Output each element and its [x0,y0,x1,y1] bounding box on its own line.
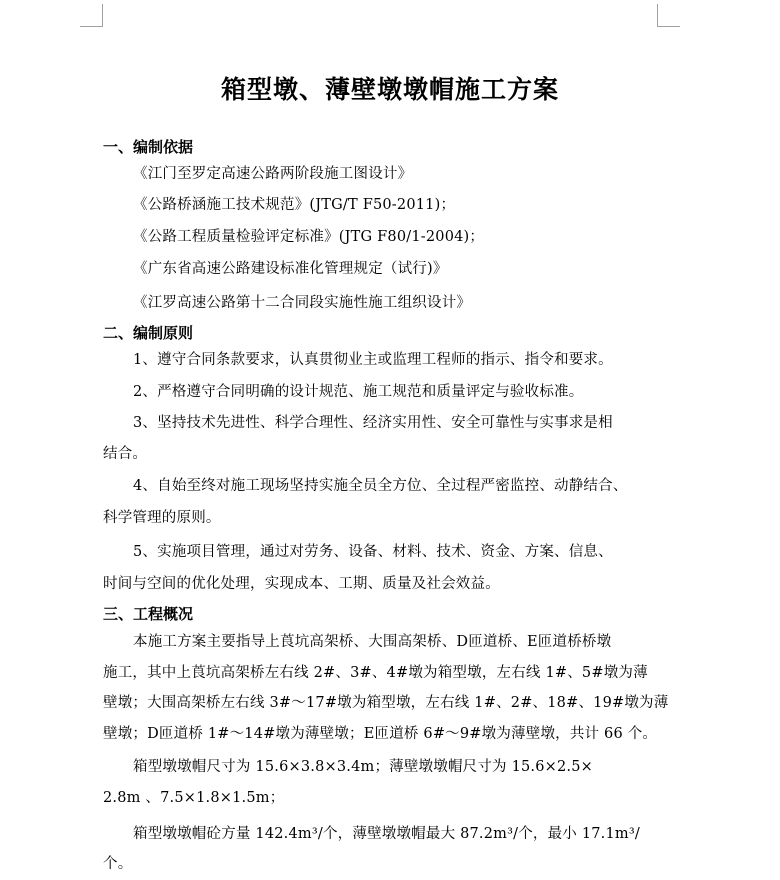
principle-line: 4、自始至终对施工现场坚持实施全员全方位、全过程严密监控、动静结合、 [133,478,628,494]
principle-line: 3、坚持技术先进性、科学合理性、经济实用性、安全可靠性与实事求是相 [133,415,613,431]
overview-line: 2.8m 、7.5×1.8×1.5m； [103,790,285,806]
basis-line: 《公路工程质量检验评定标准》(JTG F80/1-2004)； [133,229,485,245]
basis-line: 《广东省高速公路建设标准化管理规定（试行)》 [133,261,448,277]
overview-line: 个。 [103,856,133,872]
principle-line: 1、遵守合同条款要求，认真贯彻业主或监理工程师的指示、指令和要求。 [133,352,613,368]
principle-line: 结合。 [103,446,148,462]
overview-line: 本施工方案主要指导上莨坑高架桥、大围高架桥、D匝道桥、E匝道桥桥墩 [133,634,612,650]
section-heading-overview: 三、工程概况 [103,605,194,623]
overview-line: 箱型墩墩帽尺寸为 15.6×3.8×3.4m；薄壁墩墩帽尺寸为 15.6×2.5× [133,759,594,775]
basis-line: 《公路桥涵施工技术规范》(JTG/T F50-2011)； [133,197,456,213]
principle-line: 时间与空间的优化处理，实现成本、工期、质量及社会效益。 [103,576,500,592]
section-heading-principles: 二、编制原则 [103,324,194,342]
document-title: 箱型墩、薄壁墩墩帽施工方案 [220,75,559,104]
overview-line: 壁墩；D匝道桥 1#～14#墩为薄壁墩；E匝道桥 6#～9#墩为薄壁墩，共计 66 个。 [103,726,658,742]
page-corner-mark-right [657,4,680,27]
overview-line: 壁墩；大围高架桥左右线 3#～17#墩为箱型墩，左右线 1#、2#、18#、19#墩为薄 [103,695,669,711]
section-heading-basis: 一、编制依据 [103,138,194,156]
principle-line: 2、严格遵守合同明确的设计规范、施工规范和质量评定与验收标准。 [133,384,584,400]
principle-line: 5、实施项目管理，通过对劳务、设备、材料、技术、资金、方案、信息、 [133,544,613,560]
principle-line: 科学管理的原则。 [103,510,221,526]
overview-line: 箱型墩墩帽砼方量 142.4m³/个，薄壁墩墩帽最大 87.2m³/个，最小 17.1m³/ [133,826,640,842]
overview-line: 施工，其中上莨坑高架桥左右线 2#、3#、4#墩为箱型墩，左右线 1#、5#墩为薄 [103,665,648,681]
basis-line: 《江罗高速公路第十二合同段实施性施工组织设计》 [133,295,472,311]
basis-line: 《江门至罗定高速公路两阶段施工图设计》 [133,166,413,182]
page-corner-mark-left [80,4,103,27]
